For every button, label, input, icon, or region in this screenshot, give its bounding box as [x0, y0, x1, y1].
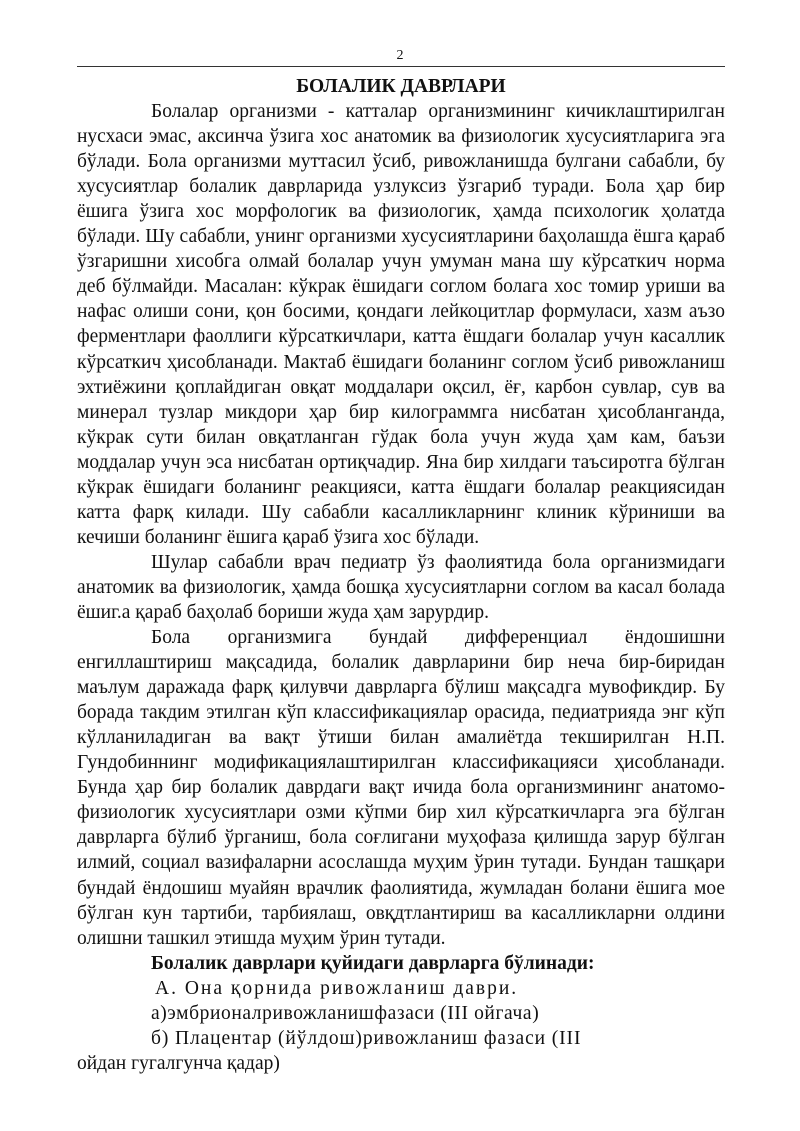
paragraph-pediatrician: Шулар сабабли врач педиатр ўз фаолиятида бола организмидаги анатомик ва физиологик, ҳамда бошқа хусусиятларни соглом ва касал болада ёшиг.а қараб баҳолаб бориши жуда ҳам зарурдир. [77, 551, 725, 623]
document-body [77, 74, 725, 1076]
paragraph-intro: Болалар организми - катталар организмининг кичиклаштирилган нусхаси эмас, аксинча ўзига хос анатомик ва физиологик хусусиятларига эга бўлади. Бола организми муттасил ўсиб, ривожланишда булгани сабабли, бу хусусиятлар болалик даврларида узлуксиз ўзгариб туради. Бола ҳар бир ёшига ўзига хос морфологик ва физиологик, ҳамда психологик ҳолатда бўлади. Шу сабабли, унинг организми хусусиятларини баҳолашда ёшга қараб ўзгаришни хисобга олмай болалар учун умуман мана шу кўрсаткич норма деб бўлмайди. Масалан: кўкрак ёшидаги соглом болага хос томир уриши ва нафас олиши сони, қон босими, қондаги лейкоцитлар формуласи, хазм аъзо ферментлари фаоллиги кўрсаткичлари, катта ёшдаги болалар учун касаллик кўрсаткич ҳисобланади. Мактаб ёшидаги боланинг соглом ўсиб ривожланиш эхтиёжини қоплайдиган овқат моддалари оқсил, ёғ, карбон сувлар, сув ва минерал тузлар микдори ҳар бир килограммга нисбатан ҳисобланганда, кўкрак сути билан овқатланган гўдак бола учун жуда ҳам кам, баъзи моддалар учун эса нисбатан ортиқчадир. Яна бир хилдаги таъсиротга бўлган кўкрак ёшидаги боланинг реакцияси, катта ёшдаги болалар реакциясидан катта фарқ килади. Шу сабабли касалликларнинг клиник кўриниши ва кечиши боланинг ёшига қараб ўзига хос бўлади. [77, 101, 725, 548]
page-number: 2 [396, 48, 404, 63]
list-item-b-line1: б) Плацентар (йўлдош)ривожланиш фазаси (III [151, 1027, 582, 1049]
section-subheading: Болалик даврлари қуйидаги даврларга бўлинади: [151, 952, 595, 974]
list-item-a: А. Она қорнида ривожланиш даври. [155, 977, 519, 999]
list-item-b-line2: ойдан гугалгунча қадар) [77, 1052, 280, 1074]
list-item-a-sub: а)эмбрионалривожланишфазаси (III ойгача) [151, 1002, 540, 1024]
paragraph-classification: Бола организмига бундай дифференциал ёндошишни енгиллаштириш мақсадида, болалик даврларини бир неча бир-биридан маълум даражада фарқ қилувчи даврларга бўлиш мақсадга мувофикдир. Бу борада такдим этилган кўп классификациялар орасида, педиатрияда энг кўп кўлланиладиган ва вақт ўтиши билан амалиётда текширилган Н.П. Гундобиннинг модификациялаштирилган классификацияси ҳисобланади. Бунда ҳар бир болалик даврдаги вақт ичида бола организмининг анатомо-физиологик хусусиятлари озми кўпми бир хил кўрсаткичларга эга бўлган даврларга бўлиб ўрганиш, бола соғлигани муҳофаза қилишда зарур бўлган илмий, социал вазифаларни асослашда муҳим ўрин тутади. Бундан ташқари бундай ёндошиш муайян врачлик фаолиятида, жумладан болани ёшига мое бўлган кун тартиби, тарбиялаш, овқдтлантириш ва касалликларни олдини олишни ташкил этишда муҳим ўрин тутади. [77, 627, 725, 949]
header-rule [77, 66, 725, 67]
document-title: БОЛАЛИК ДАВРЛАРИ [296, 76, 506, 97]
